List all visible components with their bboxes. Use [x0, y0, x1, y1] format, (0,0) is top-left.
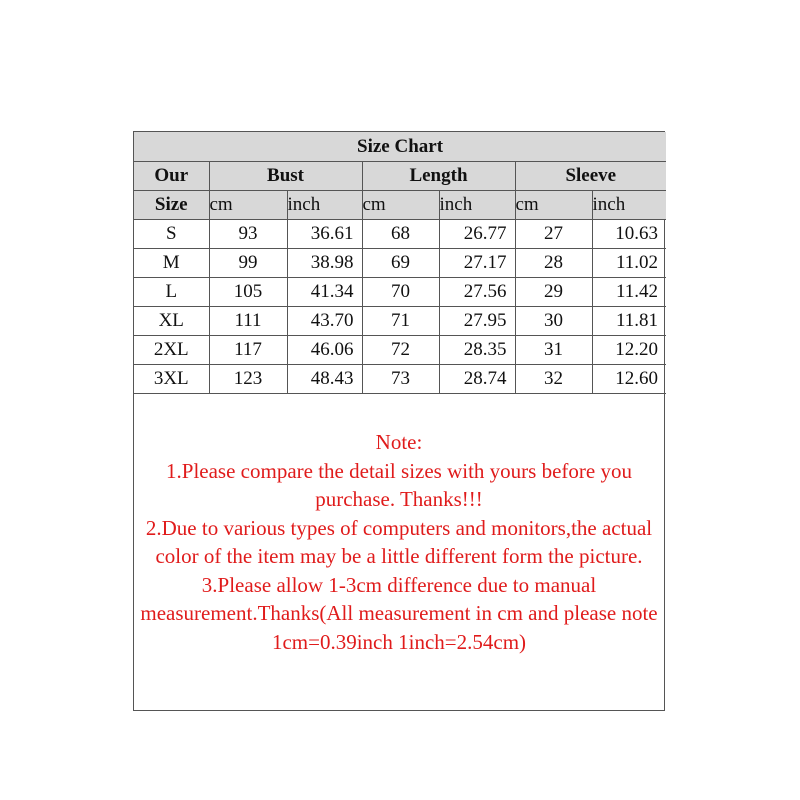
size-cell: L: [134, 277, 209, 306]
sleeve-inch-cell: 11.81: [592, 306, 666, 335]
size-cell: 2XL: [134, 335, 209, 364]
sleeve-cm-cell: 31: [515, 335, 592, 364]
table-row: [134, 364, 666, 393]
length-inch-header: inch: [439, 190, 515, 219]
length-cm-cell: 73: [362, 364, 439, 393]
table-row: [134, 277, 666, 306]
sleeve-inch-cell: 12.60: [592, 364, 666, 393]
bust-cm-header: cm: [209, 190, 287, 219]
note-item-3: 3.Please allow 1-3cm difference due to manual measurement.Thanks(All measurement in cm and please note 1cm=0.39inch 1inch=2.54cm): [140, 572, 658, 654]
sleeve-cm-header: cm: [515, 190, 592, 219]
length-inch-cell: 26.77: [439, 219, 515, 248]
bust-cm-cell: 111: [209, 306, 287, 335]
bust-inch-cell: 43.70: [287, 306, 362, 335]
bust-cm-cell: 99: [209, 248, 287, 277]
bust-cm-cell: 93: [209, 219, 287, 248]
table-row: [134, 306, 666, 335]
length-cm-cell: 70: [362, 277, 439, 306]
sleeve-inch-cell: 12.20: [592, 335, 666, 364]
length-inch-cell: 27.95: [439, 306, 515, 335]
size-table: [134, 132, 666, 394]
sleeve-inch-header: inch: [592, 190, 666, 219]
unit-header-row: [134, 190, 666, 219]
bust-cm-cell: 117: [209, 335, 287, 364]
chart-title: Size Chart: [134, 132, 666, 161]
sleeve-cm-cell: 32: [515, 364, 592, 393]
bust-inch-cell: 38.98: [287, 248, 362, 277]
notes-heading: Note:: [375, 430, 423, 454]
length-inch-cell: 27.56: [439, 277, 515, 306]
bust-inch-cell: 46.06: [287, 335, 362, 364]
notes-block: [134, 428, 664, 656]
sleeve-header: Sleeve: [515, 161, 666, 190]
title-row: [134, 132, 666, 161]
table-row: [134, 335, 666, 364]
length-inch-cell: 28.35: [439, 335, 515, 364]
length-cm-cell: 69: [362, 248, 439, 277]
table-row: [134, 248, 666, 277]
size-column-header-bottom: Size: [134, 190, 209, 219]
sleeve-cm-cell: 27: [515, 219, 592, 248]
length-header: Length: [362, 161, 515, 190]
bust-header: Bust: [209, 161, 362, 190]
length-cm-cell: 68: [362, 219, 439, 248]
sleeve-inch-cell: 10.63: [592, 219, 666, 248]
note-item-2: 2.Due to various types of computers and monitors,the actual color of the item may be a little different form the picture.: [145, 515, 653, 568]
size-cell: XL: [134, 306, 209, 335]
bust-cm-cell: 123: [209, 364, 287, 393]
size-rows: [134, 219, 666, 393]
bust-inch-cell: 36.61: [287, 219, 362, 248]
size-cell: 3XL: [134, 364, 209, 393]
bust-inch-cell: 48.43: [287, 364, 362, 393]
length-cm-cell: 71: [362, 306, 439, 335]
size-cell: M: [134, 248, 209, 277]
length-inch-cell: 27.17: [439, 248, 515, 277]
sleeve-cm-cell: 29: [515, 277, 592, 306]
length-cm-header: cm: [362, 190, 439, 219]
size-chart: [133, 131, 665, 711]
note-item-1: 1.Please compare the detail sizes with yours before you purchase. Thanks!!!: [166, 458, 632, 511]
bust-inch-cell: 41.34: [287, 277, 362, 306]
sleeve-inch-cell: 11.02: [592, 248, 666, 277]
group-header-row: [134, 161, 666, 190]
table-row: [134, 219, 666, 248]
sleeve-cm-cell: 28: [515, 248, 592, 277]
size-cell: S: [134, 219, 209, 248]
sleeve-cm-cell: 30: [515, 306, 592, 335]
sleeve-inch-cell: 11.42: [592, 277, 666, 306]
length-inch-cell: 28.74: [439, 364, 515, 393]
bust-inch-header: inch: [287, 190, 362, 219]
bust-cm-cell: 105: [209, 277, 287, 306]
length-cm-cell: 72: [362, 335, 439, 364]
size-column-header-top: Our: [134, 161, 209, 190]
